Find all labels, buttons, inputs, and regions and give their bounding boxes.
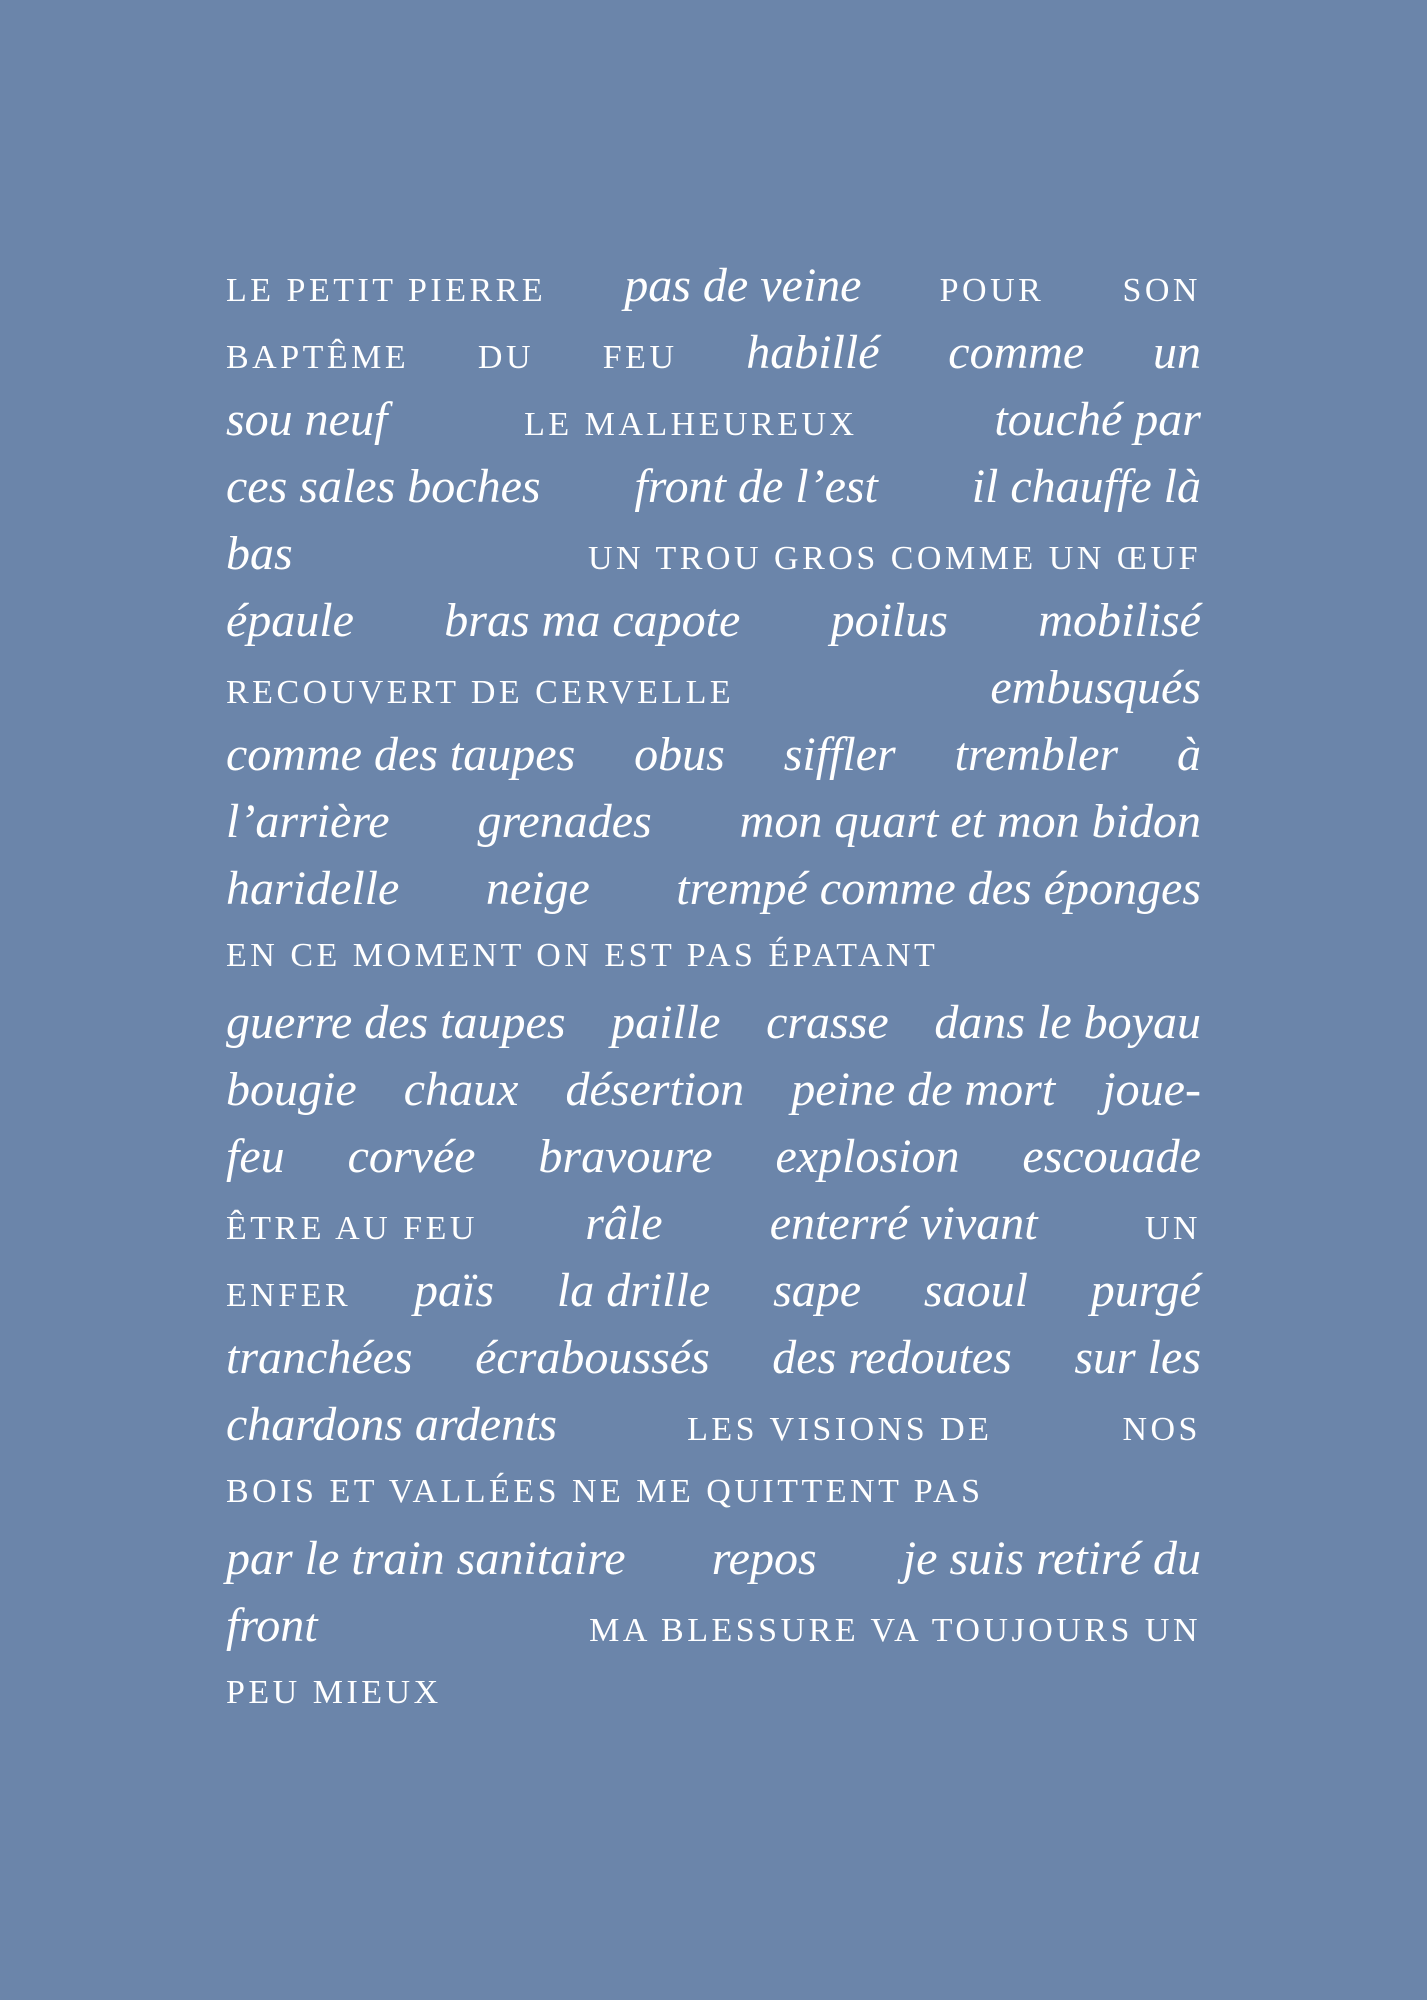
italic-phrase: désertion: [565, 1063, 745, 1116]
italic-phrase: tranchées: [226, 1331, 413, 1384]
italic-phrase: mobilisé: [1038, 594, 1201, 647]
italic-phrase: poilus: [830, 594, 948, 647]
italic-phrase: habillé: [746, 326, 880, 379]
italic-phrase: il chauffe là: [971, 460, 1201, 513]
poem-line: [226, 1525, 1201, 1592]
italic-phrase: haridelle: [226, 862, 400, 915]
poem-line: [226, 989, 1201, 1056]
poem-text-block: [226, 252, 1201, 1726]
poem-line: [226, 1592, 1201, 1659]
italic-phrase: par le train sanitaire: [226, 1532, 626, 1585]
italic-phrase: front de l’est: [634, 460, 878, 513]
italic-phrase: embusqués: [990, 661, 1201, 714]
poem-line: [226, 252, 1201, 319]
poem-line: [226, 1458, 1201, 1525]
italic-phrase: un: [1152, 326, 1201, 379]
italic-phrase: des redoutes: [772, 1331, 1012, 1384]
italic-phrase: grenades: [477, 795, 652, 848]
poem-line: [226, 1659, 1201, 1726]
italic-phrase: purgé: [1090, 1264, 1201, 1317]
small-caps-phrase: BOIS ET VALLÉES NE ME QUITTENT PAS: [226, 1473, 984, 1510]
poem-line: [226, 721, 1201, 788]
small-caps-phrase: UN TROU GROS COMME UN ŒUF: [587, 540, 1201, 577]
italic-phrase: guerre des taupes: [226, 996, 566, 1049]
small-caps-phrase: RECOUVERT DE CERVELLE: [226, 674, 735, 711]
italic-phrase: la drille: [556, 1264, 711, 1317]
small-caps-phrase: SON: [1122, 272, 1201, 309]
italic-phrase: joue-: [1102, 1063, 1201, 1116]
italic-phrase: écraboussés: [475, 1331, 710, 1384]
italic-phrase: chaux: [403, 1063, 519, 1116]
poem-line: [226, 1391, 1201, 1458]
poem-line: [226, 520, 1201, 587]
poem-line: [226, 587, 1201, 654]
italic-phrase: enterré vivant: [769, 1197, 1038, 1250]
italic-phrase: feu: [226, 1130, 285, 1183]
italic-phrase: front: [226, 1599, 318, 1652]
italic-phrase: paille: [611, 996, 721, 1049]
poem-line: [226, 386, 1201, 453]
small-caps-phrase: EN CE MOMENT ON EST PAS ÉPATANT: [226, 937, 939, 974]
small-caps-phrase: ÊTRE AU FEU: [226, 1210, 478, 1247]
italic-phrase: siffler: [783, 728, 896, 781]
italic-phrase: trembler: [954, 728, 1119, 781]
poem-line: [226, 1056, 1201, 1123]
italic-phrase: touché par: [994, 393, 1201, 446]
italic-phrase: repos: [711, 1532, 817, 1585]
italic-phrase: comme des taupes: [226, 728, 576, 781]
small-caps-phrase: BAPTÊME: [226, 339, 410, 376]
italic-phrase: comme: [948, 326, 1085, 379]
small-caps-phrase: ENFER: [226, 1277, 352, 1314]
poem-line: [226, 922, 1201, 989]
italic-phrase: trempé comme des éponges: [676, 862, 1201, 915]
italic-phrase: chardons ardents: [226, 1398, 558, 1451]
italic-phrase: pas de veine: [624, 259, 862, 312]
italic-phrase: ces sales boches: [226, 460, 541, 513]
small-caps-phrase: UN: [1144, 1210, 1201, 1247]
italic-phrase: peine de mort: [791, 1063, 1056, 1116]
italic-phrase: épaule: [226, 594, 354, 647]
small-caps-phrase: DU: [477, 339, 535, 376]
poem-line: [226, 1123, 1201, 1190]
italic-phrase: bas: [226, 527, 293, 580]
small-caps-phrase: MA BLESSURE VA TOUJOURS UN: [589, 1612, 1201, 1649]
poem-line: [226, 1324, 1201, 1391]
poem-line: [226, 654, 1201, 721]
italic-phrase: bougie: [226, 1063, 357, 1116]
poem-line: [226, 855, 1201, 922]
italic-phrase: sape: [773, 1264, 862, 1317]
italic-phrase: obus: [634, 728, 725, 781]
italic-phrase: mon quart et mon bidon: [739, 795, 1201, 848]
small-caps-phrase: LES VISIONS DE: [687, 1411, 993, 1448]
italic-phrase: à: [1176, 728, 1201, 781]
italic-phrase: païs: [414, 1264, 495, 1317]
italic-phrase: râle: [585, 1197, 663, 1250]
italic-phrase: dans le boyau: [934, 996, 1201, 1049]
italic-phrase: sou neuf: [226, 393, 388, 446]
poem-line: [226, 319, 1201, 386]
italic-phrase: explosion: [775, 1130, 960, 1183]
small-caps-phrase: LE MALHEUREUX: [524, 406, 858, 443]
small-caps-phrase: LE PETIT PIERRE: [226, 272, 547, 309]
poem-line: [226, 1190, 1201, 1257]
poem-line: [226, 788, 1201, 855]
italic-phrase: saoul: [923, 1264, 1028, 1317]
italic-phrase: sur les: [1074, 1331, 1201, 1384]
italic-phrase: l’arrière: [226, 795, 390, 848]
small-caps-phrase: PEU MIEUX: [226, 1674, 442, 1711]
italic-phrase: je suis retiré du: [902, 1532, 1201, 1585]
small-caps-phrase: FEU: [602, 339, 678, 376]
italic-phrase: bras ma capote: [444, 594, 741, 647]
italic-phrase: crasse: [766, 996, 889, 1049]
italic-phrase: escouade: [1022, 1130, 1201, 1183]
poem-line: [226, 453, 1201, 520]
italic-phrase: bravoure: [538, 1130, 713, 1183]
small-caps-phrase: NOS: [1122, 1411, 1201, 1448]
italic-phrase: neige: [485, 862, 590, 915]
poem-line: [226, 1257, 1201, 1324]
small-caps-phrase: POUR: [939, 272, 1045, 309]
italic-phrase: corvée: [347, 1130, 476, 1183]
